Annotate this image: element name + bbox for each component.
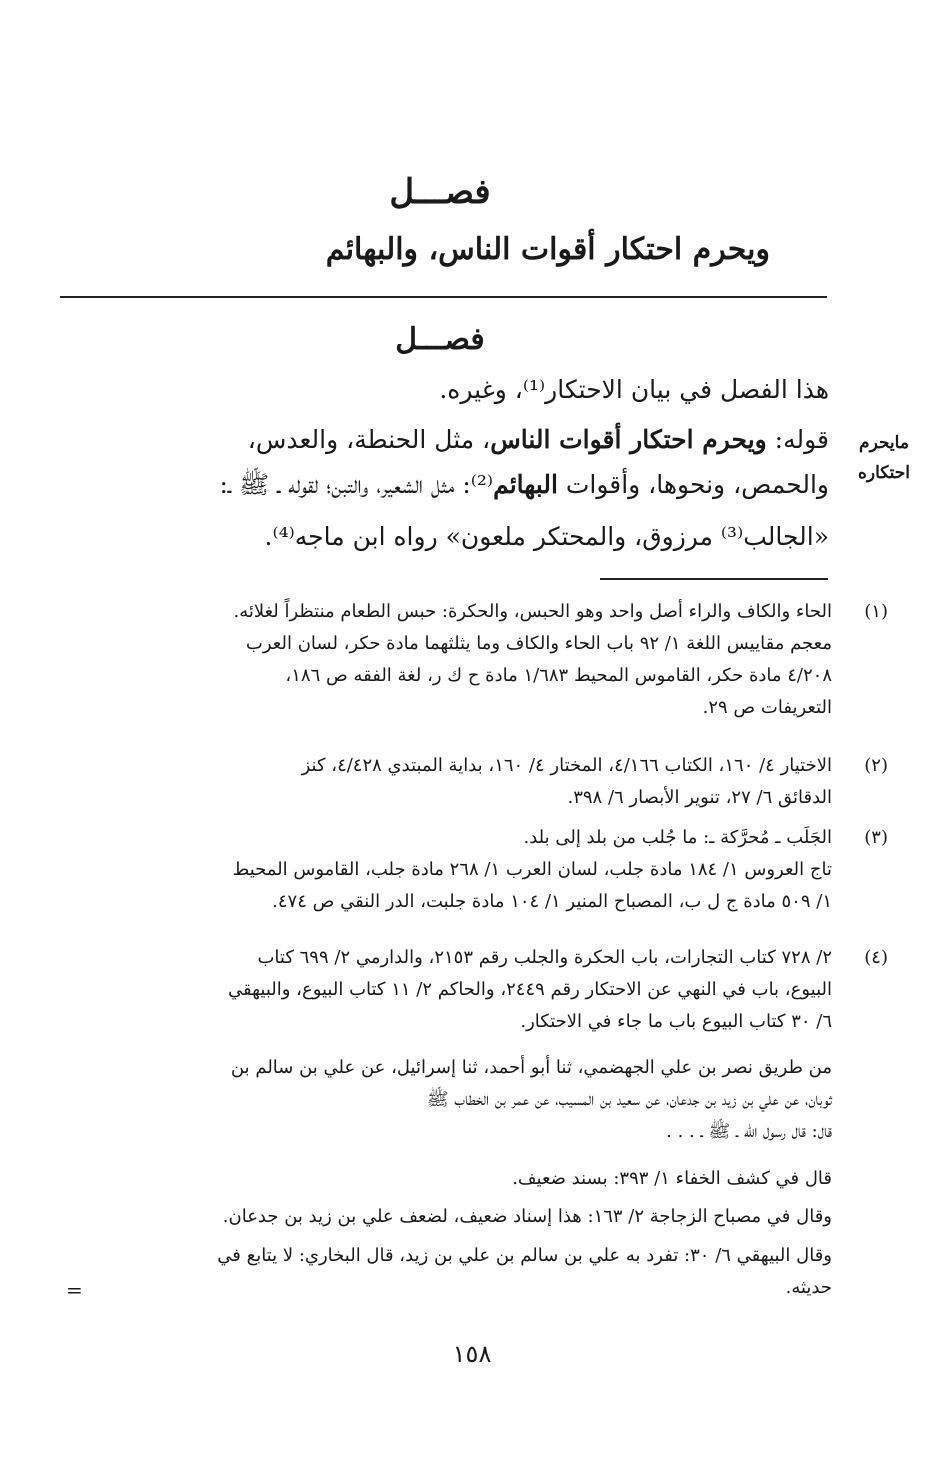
matn-text: ويحرم احتكار أقوات الناس، والبهائم xyxy=(325,232,770,267)
margin-note-line-2: احتكاره xyxy=(857,463,911,483)
footnote-4-kashf: قال في كشف الخفاء ١/ ٣٩٣: بسند ضعيف. xyxy=(512,1168,832,1189)
page-number: ١٥٨ xyxy=(452,1340,492,1368)
footnote-separator xyxy=(600,578,828,580)
commentary-text: والحمص، ونحوها، وأقوات xyxy=(557,470,829,499)
commentary-line-1: هذا الفصل في بيان الاحتكار⁽¹⁾، وغيره. xyxy=(439,375,829,404)
footnote-4-bayhaqi xyxy=(62,1240,832,1304)
commentary-line-3 xyxy=(220,469,830,506)
footnote-line: وقال البيهقي ٦/ ٣٠: تفرد به علي بن سالم بن علي بن زيد، قال البخاري: لا يتابع في xyxy=(217,1245,832,1266)
footnote-4 xyxy=(62,942,888,1038)
footnote-line: الجَلَب ـ مُحرَّكة ـ: ما جُلب من بلد إلى بلد. xyxy=(523,827,832,848)
margin-note xyxy=(844,428,924,488)
footnote-line: التعريفات ص ٢٩. xyxy=(702,697,832,718)
footnote-line: ١/ ٥٠٩ مادة ج ل ب، المصباح المنير ١/ ١٠٤ مادة جلبت، الدر النقي ص ٤٧٤. xyxy=(272,891,832,912)
footnote-line: تاج العروس ١/ ١٨٤ مادة جلب، لسان العرب ١/ ٢٦٨ مادة جلب، القاموس المحيط xyxy=(232,859,832,880)
footnote-line: البيوع، باب في النهي عن الاحتكار رقم ٢٤٤٩، والحاكم ٢/ ١١ كتاب البيوع، والبيهقي xyxy=(227,979,832,1000)
footnote-line: الاختيار ٤/ ١٦٠، الكتاب ٤/١٦٦، المختار ٤/ ١٦٠، بداية المبتدي ٤/٤٢٨، كنز xyxy=(301,755,832,776)
separator-rule xyxy=(60,296,827,298)
section-heading-commentary: فصـــل xyxy=(395,322,485,357)
continuation-mark: = xyxy=(66,1278,83,1302)
commentary-line-2 xyxy=(248,425,829,454)
footnote-line: ٦/ ٣٠ كتاب البيوع باب ما جاء في الاحتكار. xyxy=(520,1011,832,1032)
footnote-line: من طريق نصر بن علي الجهضمي، ثنا أبو أحمد، ثنا إسرائيل، عن علي بن سالم بن xyxy=(230,1057,832,1078)
footnote-line: الدقائق ٦/ ٢٧، تنوير الأبصار ٦/ ٣٩٨. xyxy=(567,787,832,808)
footnote-line: حديثه. xyxy=(785,1277,832,1298)
commentary-line-4: «الجالب⁽³⁾ مرزوق، والمحتكر ملعون» رواه ابن ماجه⁽⁴⁾. xyxy=(264,522,829,551)
commentary-text: ⁽²⁾: مثل الشعير، والتبن؛ لقوله ـ ﷺ ـ: xyxy=(219,470,494,499)
commentary-text: قوله: xyxy=(766,425,829,454)
footnote-line: ثوبان، عن علي بن زيد بن جدعان، عن سعيد بن المسيب، عن عمر بن الخطاب ﷺ xyxy=(426,1089,832,1110)
footnote-line: ٢/ ٧٢٨ كتاب التجارات، باب الحكرة والجلب رقم ٢١٥٣، والدارمي ٢/ ٦٩٩ كتاب xyxy=(257,947,832,968)
quoted-matn: البهائم xyxy=(493,470,558,499)
footnote-line: معجم مقاييس اللغة ١/ ٩٢ باب الحاء والكاف وما يثلثهما مادة حكر، لسان العرب xyxy=(245,633,832,654)
footnote-number: (٣) xyxy=(864,827,888,848)
footnote-number: (٢) xyxy=(864,755,888,776)
footnote-number: (١) xyxy=(864,601,888,622)
commentary-text: ، مثل الحنطة، والعدس، xyxy=(247,425,491,454)
footnote-1 xyxy=(62,596,888,724)
footnote-line: الحاء والكاف والراء أصل واحد وهو الحبس، والحكرة: حبس الطعام منتظراً لغلائه. xyxy=(233,601,832,622)
footnote-3 xyxy=(62,822,888,918)
footnote-2 xyxy=(62,750,888,814)
footnote-4-chain xyxy=(62,1052,832,1148)
quoted-matn: ويحرم احتكار أقوات الناس xyxy=(490,425,767,454)
section-heading-main: فصـــل xyxy=(389,172,491,212)
footnote-line: قال: قال رسول الله ـ ﷺ ـ . . . xyxy=(666,1121,832,1142)
footnote-4-misbah: وقال في مصباح الزجاجة ٢/ ١٦٣: هذا إسناد ضعيف، لضعف علي بن زيد بن جدعان. xyxy=(222,1206,832,1227)
margin-note-line-1: مايحرم xyxy=(859,433,909,453)
footnote-number: (٤) xyxy=(864,947,888,968)
footnote-line: ٤/٢٠٨ مادة حكر، القاموس المحيط ١/٦٨٣ مادة ح ك ر، لغة الفقه ص ١٨٦، xyxy=(285,665,832,686)
